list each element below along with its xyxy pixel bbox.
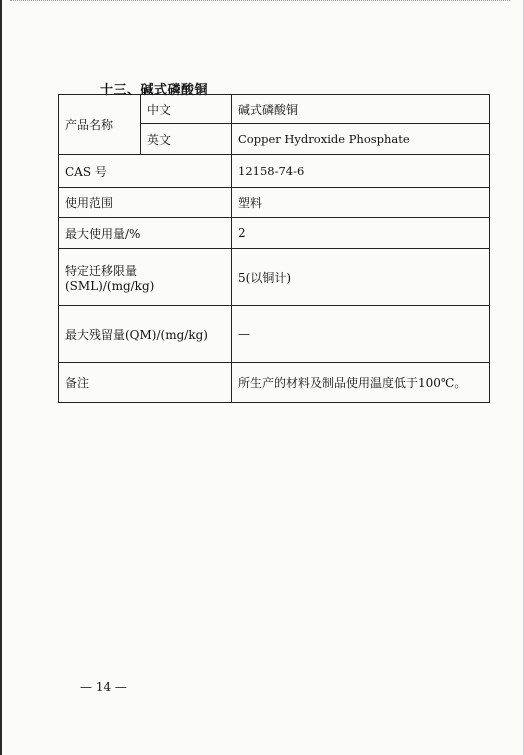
table-row	[59, 95, 490, 124]
qm-label: 最大残留量(QM)/(mg/kg)	[59, 306, 232, 363]
english-value: Copper Hydroxide Phosphate	[232, 124, 490, 155]
max-use-label: 最大使用量/%	[59, 218, 232, 249]
spec-table	[58, 94, 490, 403]
table-row	[59, 188, 490, 218]
section-title: 十三、碱式磷酸铜	[100, 83, 209, 98]
qm-value: —	[232, 306, 490, 363]
chinese-value: 碱式磷酸铜	[232, 95, 490, 124]
table-row	[59, 155, 490, 188]
product-name-label: 产品名称	[59, 95, 141, 155]
scope-label: 使用范围	[59, 188, 232, 218]
remark-value: 所生产的材料及制品使用温度低于100℃。	[232, 363, 490, 403]
cas-label: CAS 号	[59, 155, 232, 188]
table-row	[59, 249, 490, 306]
sml-value: 5(以铜计)	[232, 249, 490, 306]
sml-label: 特定迁移限量(SML)/(mg/kg)	[59, 249, 232, 306]
cas-value: 12158-74-6	[232, 155, 490, 188]
table-row	[59, 306, 490, 363]
chinese-label: 中文	[141, 95, 232, 124]
page-top-edge	[10, 0, 510, 5]
english-label: 英文	[141, 124, 232, 155]
max-use-value: 2	[232, 218, 490, 249]
table-row	[59, 363, 490, 403]
scope-value: 塑料	[232, 188, 490, 218]
page-number: — 14 —	[80, 680, 127, 694]
remark-label: 备注	[59, 363, 232, 403]
table-row	[59, 218, 490, 249]
